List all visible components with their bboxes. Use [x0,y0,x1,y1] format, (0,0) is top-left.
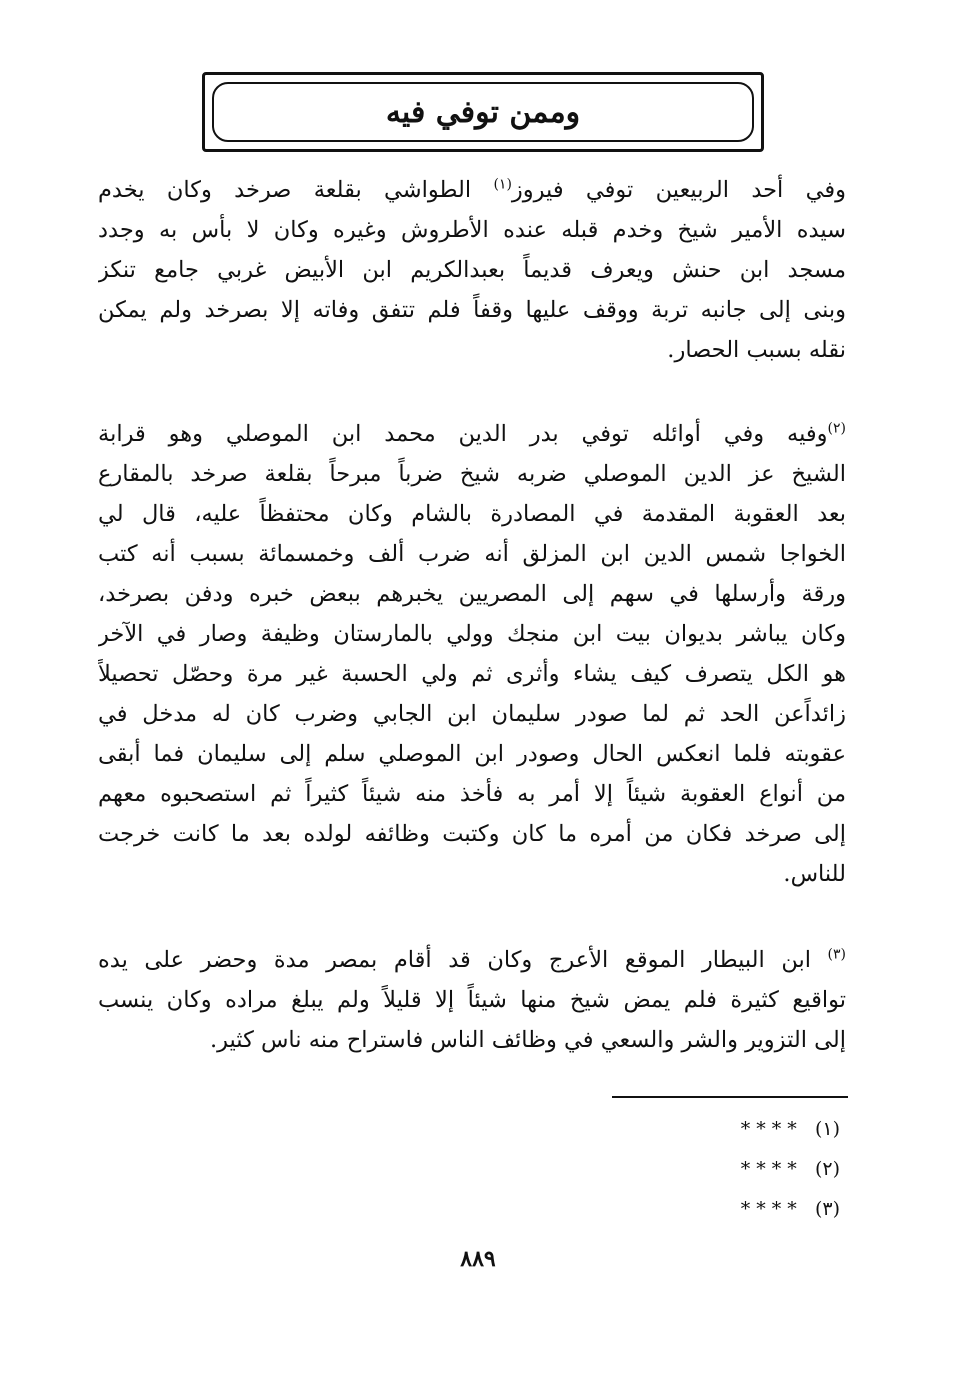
paragraph-3 [98,940,846,1060]
footnote-1 [600,1116,840,1142]
footnote-2 [600,1156,840,1182]
paragraph-1 [98,170,846,370]
footnote-stars: * * * * [740,1158,797,1180]
paragraph-line [98,414,846,454]
paragraph-line: نقله بسبب الحصار. [667,337,846,363]
footnote-marker: (١) [814,1118,840,1140]
line-text: الطواشي بقلعة صرخد وكان يخدم [98,177,494,203]
paragraph-line: عقوبته فلما انعكس الحال وصودر ابن الموصلي سلم إلى سليمان فما أبقى [98,741,846,767]
paragraph-line: الخواجا شمس الدين ابن المزلق أنه ضرب ألف وخمسمائة بسبب أنه كتب [98,541,846,567]
paragraph-line: سيده الأمير شيخ وخدم قبله عنده الأطروش وغيره وكان لا بأس به وجدد [98,217,846,243]
title-frame [202,72,764,152]
footnote-ref[interactable]: (١) [493,176,512,193]
paragraph-line: إلى التزوير والشر والسعي في وظائف الناس فاستراح منه ناس كثير. [209,1027,846,1053]
paragraph-line: من أنواع العقوبة شيئاً إلا أمر به فأخذ منه شيئاً كثيراً ثم استصحبوه معهم [98,781,846,807]
paragraph-line: وبنى إلى جانبه تربة ووقف عليها وقفاً فلم تتفق وفاته إلا بصرخد ولم يمكن [98,297,846,323]
paragraph-line: إلى صرخد فكان من أمره ما كان وكتبت وظائفه لولده بعد ما كانت خرجت [98,821,846,847]
paragraph-line: وكان يباشر بديوان بيت ابن منجك وولي بالمارستان وظيفة وصار في الآخر [98,621,846,647]
line-text: وفي أحد الربيعين توفي فيروز [511,177,846,203]
footnote-marker: (٣) [814,1198,840,1220]
line-text: ابن البيطار الموقع الأعرج وكان قد أقام بمصر مدة وحضر على يده [98,947,828,973]
paragraph-line: تواقيع كثيرة فلم يمض شيخ منها شيئاً إلا قليلاً ولم يبلغ مراده وكان ينسب [98,987,846,1013]
paragraph-line: ورقة وأرسلها في سهم إلى المصريين يخبرهم ببعض خبره ودفن بصرخد، [98,581,846,607]
paragraph-line: هو الكل يتصرف كيف يشاء وأثرى ثم ولي الحسبة غير مرة وحصّل تحصيلاً [98,661,846,687]
footnote-3 [600,1196,840,1222]
paragraph-line: مسجد ابن حنش ويعرف قديماً بعبدالكريم ابن الأبيض غربي جامع تنكز [98,257,846,283]
footnote-stars: * * * * [740,1198,797,1220]
paragraph-line: زائداًعن الحد ثم لما صودر سليمان ابن الجابي وضرب كان له مدخل في [98,701,846,727]
paragraph-line: الشيخ عز الدين الموصلي ضربه شيخ ضرباً مبرحاً بقلعة صرخد بالمقارع [98,461,846,487]
title-inner-frame [212,82,754,142]
footnote-separator [612,1096,848,1098]
page-number: ٨٨٩ [460,1246,496,1272]
page-title: وممن توفي فيه [385,94,581,130]
line-text: وفيه وفي أوائله توفي بدر الدين محمد ابن الموصلي وهو قرابة [98,421,828,447]
paragraph-line: بعد العقوبة المقدمة في المصادرة بالشام وكان محتفظاً عليه، قال لي [98,501,846,527]
footnote-ref[interactable]: (٢) [827,420,846,437]
paragraph-line [98,940,846,980]
footnote-marker: (٢) [814,1158,840,1180]
footnote-stars: * * * * [740,1118,797,1140]
paragraph-line [98,170,846,210]
paragraph-2 [98,414,846,894]
paragraph-line: للناس. [783,861,846,887]
footnote-ref[interactable]: (٣) [827,946,846,963]
